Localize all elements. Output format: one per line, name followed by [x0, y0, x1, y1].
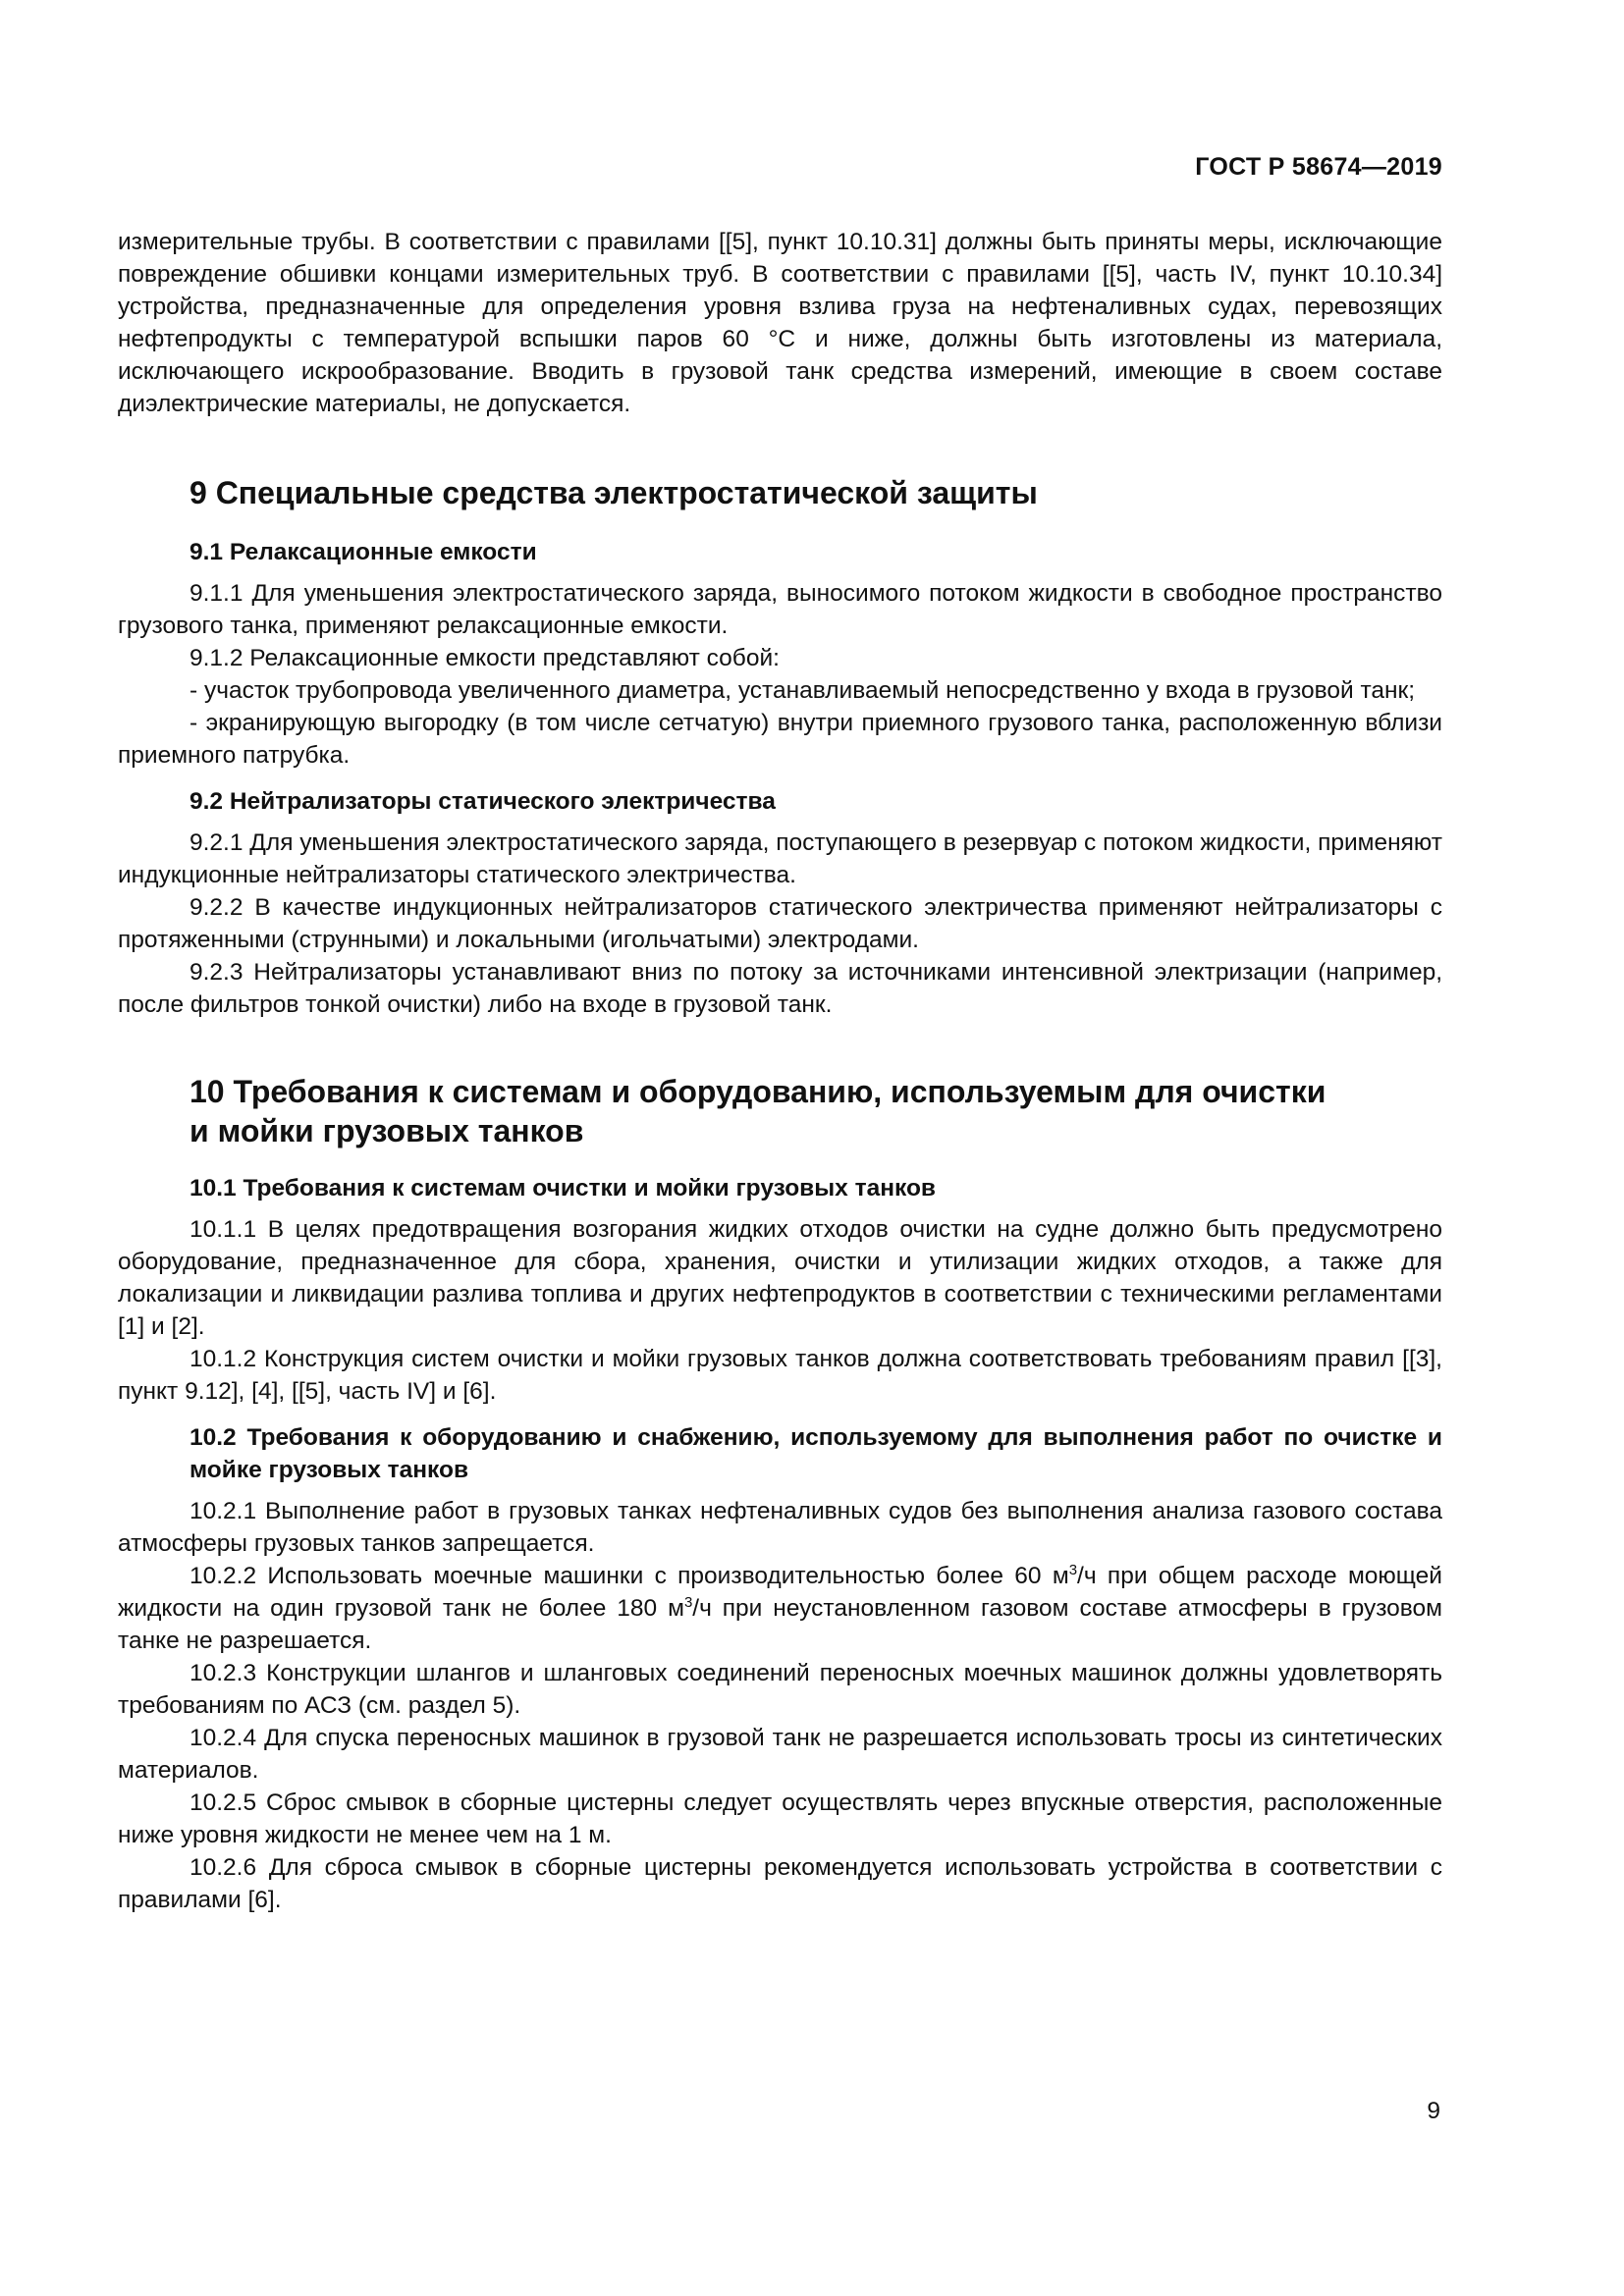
- document-code: ГОСТ Р 58674—2019: [1195, 153, 1442, 181]
- paragraph-10-2-2-part-2: /ч при общем расходе моющей жидкости на один грузовой танк не более 180 м: [118, 1563, 1442, 1622]
- subsection-9-2-heading: 9.2 Нейтрализаторы статического электричества: [189, 788, 776, 815]
- paragraph-10-2-2-part-3: /ч при неустановленном газовом составе атмосферы в грузовом танке не разрешается.: [118, 1595, 1442, 1654]
- paragraph-10-2-3: 10.2.3 Конструкции шлангов и шланговых соединений переносных моечных машинок должны удовлетворять требованиям по АСЗ (см. раздел 5).: [118, 1660, 1442, 1719]
- page-number: 9: [1427, 2098, 1440, 2124]
- cubic-superscript-1: 3: [1068, 1561, 1078, 1578]
- section-10-heading-line-2: и мойки грузовых танков: [189, 1113, 584, 1148]
- paragraph-10-2-1: 10.2.1 Выполнение работ в грузовых танках нефтеналивных судов без выполнения анализа газового состава атмосферы грузовых танков запрещается.: [118, 1498, 1442, 1557]
- paragraph-9-1-2: 9.1.2 Релаксационные емкости представляют собой:: [189, 645, 780, 671]
- subsection-9-1-heading: 9.1 Релаксационные емкости: [189, 539, 537, 565]
- paragraph-10-2-6: 10.2.6 Для сброса смывок в сборные цистерны рекомендуется использовать устройства в соответствии с правилами [6].: [118, 1854, 1442, 1913]
- subsection-10-2-heading: 10.2 Требования к оборудованию и снабжению, используемому для выполнения работ по очистке и мойке грузовых танков: [189, 1424, 1442, 1483]
- paragraph-9-2-2: 9.2.2 В качестве индукционных нейтрализаторов статического электричества применяют нейтрализаторы с протяженными (струнными) и локальными (игольчатыми) электродами.: [118, 894, 1442, 953]
- list-item-screen-enclosure: - экранирующую выгородку (в том числе сетчатую) внутри приемного грузового танка, расположенную вблизи приемного патрубка.: [118, 710, 1442, 769]
- list-item-pipeline: - участок трубопровода увеличенного диаметра, устанавливаемый непосредственно у входа в грузовой танк;: [189, 677, 1416, 704]
- section-10-heading-line-1: 10 Требования к системам и оборудованию, используемым для очистки: [189, 1074, 1326, 1109]
- paragraph-10-2-2: [118, 1560, 1442, 1657]
- subsection-10-1-heading: 10.1 Требования к системам очистки и мойки грузовых танков: [189, 1175, 936, 1201]
- document-body: [118, 226, 1442, 1916]
- paragraph-10-2-4: 10.2.4 Для спуска переносных машинок в грузовой танк не разрешается использовать тросы из синтетических материалов.: [118, 1725, 1442, 1784]
- cubic-superscript-2: 3: [683, 1593, 693, 1611]
- paragraph-9-1-1: 9.1.1 Для уменьшения электростатического заряда, выносимого потоком жидкости в свободное пространство грузового танка, применяют релаксационные емкости.: [118, 580, 1442, 639]
- intro-paragraph: измерительные трубы. В соответствии с правилами [[5], пункт 10.10.31] должны быть приняты меры, исключающие повреждение обшивки концами измерительных труб. В соответствии с правилами [[5], часть IV, пункт 10.10.34] устройства, предназначенные для определения уровня взлива груза на нефтеналивных судах, перевозящих нефтепродукты с температурой вспышки паров 60 °С и ниже, должны быть изготовлены из материала, исключающего искрообразование. Вводить в грузовой танк средства измерений, имеющие в своем составе диэлектрические материалы, не допускается.: [118, 229, 1442, 417]
- paragraph-10-2-5: 10.2.5 Сброс смывок в сборные цистерны следует осуществлять через впускные отверстия, расположенные ниже уровня жидкости не менее чем на 1 м.: [118, 1789, 1442, 1848]
- paragraph-9-2-3: 9.2.3 Нейтрализаторы устанавливают вниз по потоку за источниками интенсивной электризации (например, после фильтров тонкой очистки) либо на входе в грузовой танк.: [118, 959, 1442, 1018]
- paragraph-10-2-2-part-1: 10.2.2 Использовать моечные машинки с производительностью более 60 м: [189, 1563, 1069, 1589]
- paragraph-10-1-1: 10.1.1 В целях предотвращения возгорания жидких отходов очистки на судне должно быть предусмотрено оборудование, предназначенное для сбора, хранения, очистки и утилизации жидких отходов, а также для локализации и ликвидации разлива топлива и других нефтепродуктов в соответствии с техническими регламентами [1] и [2].: [118, 1216, 1442, 1340]
- paragraph-9-2-1: 9.2.1 Для уменьшения электростатического заряда, поступающего в резервуар с потоком жидкости, применяют индукционные нейтрализаторы статического электричества.: [118, 829, 1442, 888]
- section-9-heading: 9 Специальные средства электростатической защиты: [189, 475, 1038, 510]
- paragraph-10-1-2: 10.1.2 Конструкция систем очистки и мойки грузовых танков должна соответствовать требованиям правил [[3], пункт 9.12], [4], [[5], часть IV] и [6].: [118, 1346, 1442, 1405]
